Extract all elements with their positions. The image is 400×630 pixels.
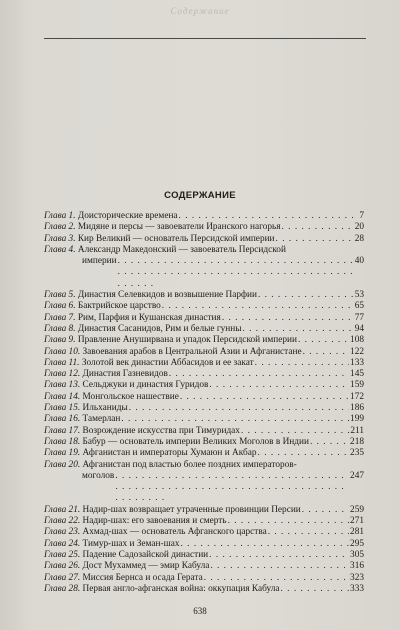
chapter-title: Тамерлан bbox=[82, 414, 121, 425]
table-of-contents bbox=[44, 211, 364, 595]
chapter-number: Глава 13. bbox=[44, 380, 81, 391]
leader-dots bbox=[118, 256, 354, 290]
chapter-title: Золотой век династии Аббасидов и ее закат bbox=[81, 357, 254, 368]
leader-dots bbox=[115, 471, 349, 505]
chapter-number: Глава 5. bbox=[44, 290, 76, 301]
leader-dots bbox=[281, 584, 350, 595]
chapter-title: Первая англо-афганская война: оккупация Кабула bbox=[82, 583, 280, 594]
chapter-number: Глава 19. bbox=[44, 448, 81, 459]
toc-entry bbox=[44, 403, 364, 414]
chapter-title: Афганистан и императоры Хумаюн и Акбар bbox=[82, 448, 257, 459]
chapter-title: Династия Газневидов bbox=[82, 369, 168, 380]
chapter-page: 211 bbox=[350, 425, 364, 436]
chapter-number: Глава 24. bbox=[44, 538, 81, 549]
leader-dots bbox=[179, 211, 359, 222]
chapter-page: 295 bbox=[350, 538, 364, 549]
toc-entry bbox=[44, 369, 364, 380]
chapter-title-continued: империи bbox=[82, 256, 117, 267]
chapter-page: 259 bbox=[350, 504, 364, 515]
chapter-number: Глава 28. bbox=[44, 583, 81, 594]
chapter-number: Глава 12. bbox=[44, 369, 81, 380]
chapter-title: Ильханиды bbox=[82, 403, 128, 414]
chapter-number: Глава 17. bbox=[44, 425, 81, 436]
chapter-page: 7 bbox=[359, 211, 364, 221]
chapter-number: Глава 23. bbox=[44, 527, 81, 538]
leader-dots bbox=[222, 313, 354, 324]
chapter-number: Глава 27. bbox=[44, 572, 81, 583]
chapter-page: 172 bbox=[350, 391, 364, 402]
leader-dots bbox=[209, 380, 349, 391]
chapter-title: Миссия Бернса и осада Герата bbox=[82, 572, 203, 583]
leader-dots bbox=[243, 324, 354, 335]
toc-entry bbox=[44, 313, 364, 324]
chapter-title: Бабур — основатель империи Великих Моголов в Индии bbox=[82, 436, 309, 447]
chapter-number: Глава 15. bbox=[44, 403, 81, 414]
chapter-page: 28 bbox=[354, 233, 364, 244]
toc-entry bbox=[44, 527, 364, 538]
toc-heading: СОДЕРЖАНИЕ bbox=[164, 190, 236, 201]
toc-entry bbox=[44, 539, 364, 550]
leader-dots bbox=[298, 335, 349, 346]
toc-entry bbox=[44, 392, 364, 403]
toc-entry bbox=[44, 437, 364, 448]
chapter-title: Династия Сасанидов, Рим и белые гунны bbox=[77, 323, 242, 334]
leader-dots bbox=[121, 414, 349, 425]
chapter-page: 159 bbox=[350, 380, 364, 391]
leader-dots bbox=[302, 505, 349, 516]
chapter-title: Тимур-шах и Земан-шах bbox=[82, 538, 180, 549]
toc-entry bbox=[44, 245, 364, 290]
chapter-title: Рим, Парфия и Кушанская династия bbox=[77, 312, 221, 323]
chapter-title: Бактрийское царство bbox=[77, 301, 161, 312]
toc-entry bbox=[44, 347, 364, 358]
chapter-page: 218 bbox=[350, 436, 364, 447]
chapter-page: 77 bbox=[354, 312, 364, 323]
chapter-number: Глава 3. bbox=[44, 233, 76, 244]
chapter-number: Глава 1. bbox=[44, 211, 76, 221]
chapter-title: Завоевания арабов в Центральной Азии и Афганистане bbox=[82, 346, 302, 357]
chapter-number: Глава 20. bbox=[44, 459, 81, 470]
leader-dots bbox=[258, 290, 354, 301]
chapter-page: 133 bbox=[350, 357, 364, 368]
leader-dots bbox=[255, 358, 349, 369]
leader-dots bbox=[209, 550, 349, 561]
toc-entry bbox=[44, 234, 364, 245]
chapter-number: Глава 9. bbox=[44, 335, 76, 346]
chapter-page: 186 bbox=[350, 403, 364, 414]
chapter-page: 271 bbox=[350, 516, 364, 527]
chapter-title: Падение Садозайской династии bbox=[82, 549, 209, 560]
chapter-title: Ахмад-шах — основатель Афганского царства bbox=[82, 527, 267, 538]
leader-dots bbox=[258, 448, 350, 459]
chapter-page: 316 bbox=[350, 561, 364, 572]
chapter-page: 199 bbox=[350, 414, 364, 425]
leader-dots bbox=[268, 527, 349, 538]
toc-entry bbox=[44, 211, 364, 222]
page-number: 638 bbox=[193, 606, 207, 616]
toc-entry bbox=[44, 222, 364, 233]
chapter-number: Глава 18. bbox=[44, 436, 81, 447]
toc-entry bbox=[44, 426, 364, 437]
chapter-page: 122 bbox=[350, 346, 364, 357]
chapter-number: Глава 21. bbox=[44, 504, 81, 515]
toc-entry bbox=[44, 561, 364, 572]
chapter-page: 65 bbox=[354, 301, 364, 312]
chapter-page: 247 bbox=[350, 470, 364, 481]
leader-dots bbox=[180, 392, 349, 403]
toc-entry bbox=[44, 335, 364, 346]
chapter-number: Глава 25. bbox=[44, 549, 81, 560]
chapter-title: Кир Великий — основатель Персидской империи bbox=[77, 233, 275, 244]
chapter-title: Афганистан под властью более поздних императоров- bbox=[82, 459, 297, 470]
leader-dots bbox=[310, 437, 349, 448]
toc-entry bbox=[44, 584, 364, 595]
chapter-title: Возрождение искусства при Тимуридах bbox=[82, 425, 240, 436]
chapter-title: Мидяне и персы — завоеватели Иранского нагорья bbox=[77, 222, 281, 233]
leader-dots bbox=[276, 234, 354, 245]
chapter-number: Глава 8. bbox=[44, 323, 76, 334]
chapter-title: Александр Македонский — завоеватель Персидской bbox=[77, 244, 286, 255]
chapter-title: Доисторические времена bbox=[77, 211, 178, 221]
chapter-number: Глава 16. bbox=[44, 414, 81, 425]
leader-dots bbox=[241, 426, 349, 437]
toc-entry bbox=[44, 460, 364, 505]
chapter-page: 305 bbox=[350, 549, 364, 560]
chapter-title: Надир-шах возвращает утраченные провинции Персии bbox=[82, 504, 301, 515]
toc-entry bbox=[44, 448, 364, 459]
toc-entry bbox=[44, 301, 364, 312]
chapter-number: Глава 22. bbox=[44, 516, 81, 527]
chapter-number: Глава 2. bbox=[44, 222, 76, 233]
leader-dots bbox=[129, 403, 349, 414]
toc-entry bbox=[44, 516, 364, 527]
chapter-number: Глава 7. bbox=[44, 312, 76, 323]
leader-dots bbox=[282, 222, 354, 233]
chapter-page: 20 bbox=[354, 222, 364, 233]
leader-dots bbox=[181, 539, 350, 550]
chapter-number: Глава 26. bbox=[44, 561, 81, 572]
chapter-title: Правление Ануширвана и упадок Персидской империи bbox=[77, 335, 297, 346]
leader-dots bbox=[228, 516, 349, 527]
running-header: Содержание bbox=[170, 6, 230, 16]
chapter-title: Сельджуки и династия Гуридов bbox=[82, 380, 209, 391]
chapter-number: Глава 10. bbox=[44, 346, 81, 357]
chapter-page: 108 bbox=[350, 335, 364, 346]
leader-dots bbox=[162, 301, 354, 312]
chapter-title: Монгольское нашествие bbox=[82, 391, 179, 402]
chapter-title: Дост Мухаммед — эмир Кабула bbox=[82, 561, 210, 572]
toc-entry bbox=[44, 573, 364, 584]
chapter-page: 40 bbox=[354, 256, 364, 267]
toc-entry bbox=[44, 550, 364, 561]
chapter-page: 281 bbox=[350, 527, 364, 538]
header-rule bbox=[44, 38, 366, 39]
chapter-title: Династия Селевкидов и возвышение Парфии bbox=[77, 290, 257, 301]
chapter-title-continued: моголов bbox=[82, 470, 115, 481]
toc-entry bbox=[44, 324, 364, 335]
toc-entry bbox=[44, 290, 364, 301]
toc-entry bbox=[44, 505, 364, 516]
chapter-number: Глава 14. bbox=[44, 391, 81, 402]
chapter-number: Глава 6. bbox=[44, 301, 76, 312]
leader-dots bbox=[169, 369, 349, 380]
chapter-title: Надир-шах: его завоевания и смерть bbox=[82, 516, 227, 527]
chapter-page: 94 bbox=[354, 323, 364, 334]
chapter-number: Глава 4. bbox=[44, 244, 76, 255]
chapter-number: Глава 11. bbox=[44, 357, 80, 368]
leader-dots bbox=[204, 573, 349, 584]
chapter-page: 145 bbox=[350, 369, 364, 380]
chapter-page: 235 bbox=[350, 448, 364, 459]
toc-entry bbox=[44, 380, 364, 391]
chapter-page: 323 bbox=[350, 572, 364, 583]
toc-entry bbox=[44, 414, 364, 425]
chapter-page: 53 bbox=[354, 290, 364, 301]
toc-entry bbox=[44, 358, 364, 369]
leader-dots bbox=[210, 561, 349, 572]
leader-dots bbox=[303, 347, 349, 358]
chapter-page: 333 bbox=[350, 583, 364, 594]
